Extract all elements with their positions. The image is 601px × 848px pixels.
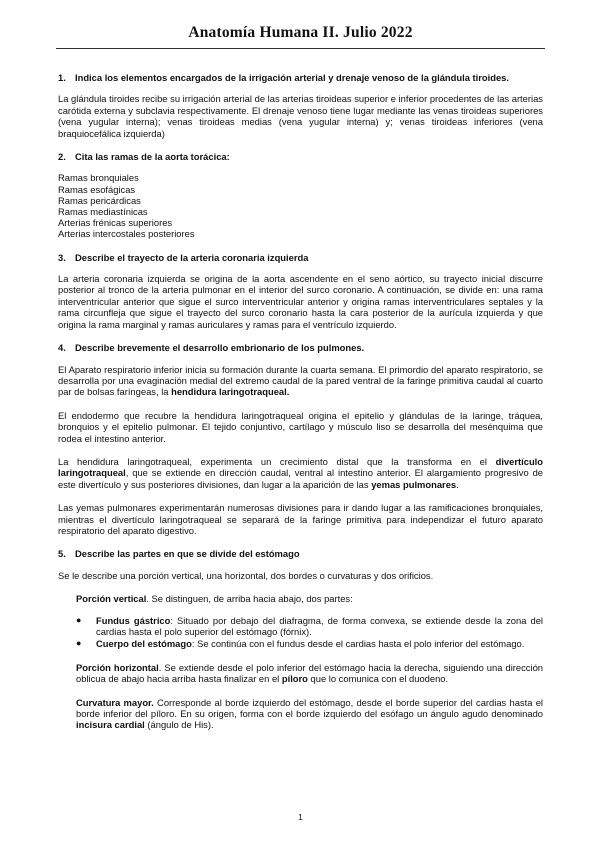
question-1: 1. Indica los elementos encargados de la irrigación arterial y drenaje venoso de la glándula tiroides. <box>58 72 509 83</box>
list-item: Arterias frénicas superiores <box>58 217 173 229</box>
answer-4-paragraph-3: La hendidura laringotraqueal, experimenta un crecimiento distal que la transforma en el divertículo laringotraqueal, que se extiende en dirección caudal, ventral al intestino anterior. El alargamiento progresivo de este divertículo y sus posteriores divisiones, dan lugar a la aparición de las yemas pulmonares. <box>58 455 543 490</box>
question-4-title: Describe brevemente el desarrollo embrionario de los pulmones. <box>75 342 365 354</box>
answer-2-list <box>58 172 543 239</box>
question-2: 2. Cita las ramas de la aorta torácica: <box>58 151 230 163</box>
answer-5-vertical: Porción vertical. Se distinguen, de arriba hacia abajo, dos partes: <box>76 593 353 605</box>
question-1-title: Indica los elementos encargados de la irrigación arterial y drenaje venoso de la glándula tiroides. <box>75 72 509 83</box>
question-2-title: Cita las ramas de la aorta torácica: <box>75 151 230 163</box>
list-item: Ramas esofágicas <box>58 183 136 195</box>
answer-4-paragraph-1: El Aparato respiratorio inferior inicia su formación durante la cuarta semana. El primordio del aparato respiratorio, se desarrolla por una evaginación medial del extremo caudal de la pared ventral de la faringe primitiva caudal al cuarto par de bolsas faríngeas, la hendidura laringotraqueal. <box>58 363 543 398</box>
answer-5-curvatura: Curvatura mayor. Corresponde al borde izquierdo del estómago, desde el borde superior del cardias hasta el borde inferior del píloro. En su origen, forma con el borde izquierdo del esófago un ángulo agudo denominado incisura cardial (ángulo de His). <box>76 696 543 731</box>
bullet-item: ● Cuerpo del estómago: Se continúa con el fundus desde el cardias hasta el polo inferior del estómago. <box>76 638 525 650</box>
list-item: Ramas mediastínicas <box>58 206 148 218</box>
question-5-title: Describe las partes en que se divide del estómago <box>75 548 300 560</box>
question-5: 5. Describe las partes en que se divide del estómago <box>58 548 300 560</box>
bullet-item: ● Fundus gástrico: Situado por debajo del diafragma, de forma convexa, se extiende desde la zona del cardias hasta el polo superior del estómago (fórnix). <box>76 614 543 637</box>
question-3: 3. Describe el trayecto de la arteria coronaria izquierda <box>58 251 309 263</box>
page-number: 1 <box>298 812 303 822</box>
list-item: Ramas pericárdicas <box>58 194 141 206</box>
answer-5-horizontal: Porción horizontal. Se extiende desde el polo inferior del estómago hacia la derecha, siguiendo una dirección oblicua de abajo hacia arriba hasta finalizar en el píloro que lo comunica con el duodeno. <box>76 661 543 685</box>
list-item: Ramas bronquiales <box>58 172 139 184</box>
list-item: Arterias intercostales posteriores <box>58 228 195 240</box>
bullet-icon: ● <box>76 614 82 625</box>
answer-3: La arteria coronaria izquierda se origina de la aorta ascendente en el seno aórtico, su trayecto inicial discurre posterior al tronco de la arteria pulmonar en el interior del surco coronario. A continuación, se divide en: una rama interventricular anterior que sigue el surco interventricular anterior y origina ramas interventriculares septales y la rama circunfleja que sigue el trayecto del surco coronario hasta la cara posterior de la aurícula izquierda y que origina la rama marginal y ramas auriculares y ramas para el ventrículo izquierdo. <box>58 273 543 330</box>
answer-1: La glándula tiroides recibe su irrigación arterial de las arterias tiroideas superior e inferior procedentes de las arterias carótida externa y subclavia respectivamente. El drenaje venoso tiene lugar mediante las venas tiroideas superiores (vena yugular interna); venas tiroideas medias (vena yugular interna) y; venas tiroideas inferiores (vena braquiocefálica izquierda) <box>58 93 543 139</box>
page-body <box>58 72 543 743</box>
answer-4-paragraph-2: El endodermo que recubre la hendidura laringotraqueal origina el epitelio y glándulas de la laringe, tráquea, bronquios y el epitelio pulmonar. El tejido conjuntivo, cartílago y músculo liso se desarrolla del mesénquima que rodea el intestino anterior. <box>58 409 543 444</box>
question-4: 4. Describe brevemente el desarrollo embrionario de los pulmones. <box>58 342 365 354</box>
answer-4-paragraph-4: Las yemas pulmonares experimentarán numerosas divisiones para ir dando lugar a las ramificaciones bronquiales, mientras el divertículo laringotraqueal se separará de la faringe primitiva para independizar el futuro aparato respiratorio del aparato digestivo. <box>58 502 543 536</box>
header-title: Anatomía Humana II. Julio 2022 <box>188 24 413 41</box>
question-3-title: Describe el trayecto de la arteria coronaria izquierda <box>75 251 309 263</box>
bullet-icon: ● <box>76 638 82 649</box>
answer-5-intro: Se le describe una porción vertical, una horizontal, dos bordes o curvaturas y dos orificios. <box>58 569 434 581</box>
page-header <box>56 20 545 49</box>
